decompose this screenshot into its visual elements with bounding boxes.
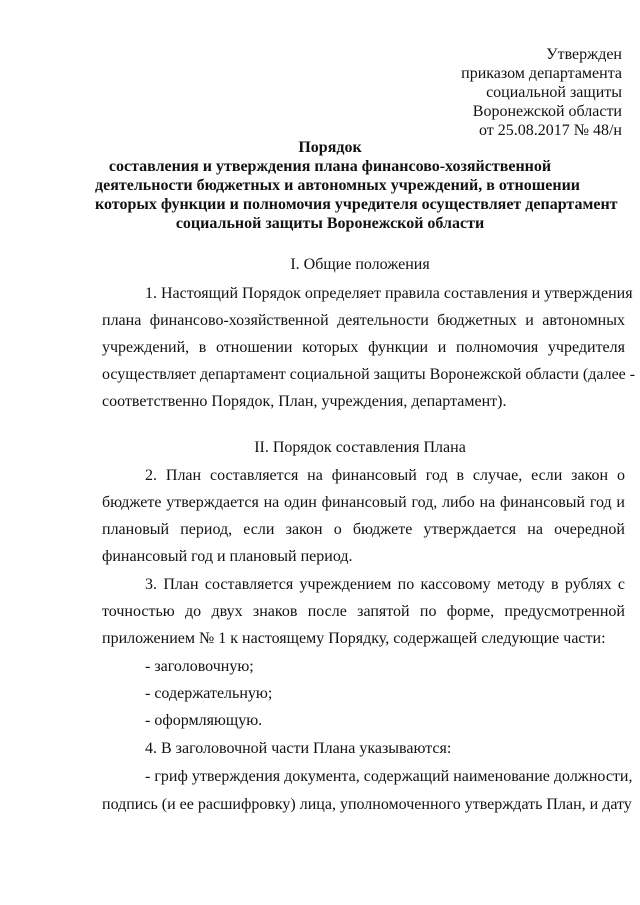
list-item: - содержательную; [145, 685, 273, 702]
approval-line: социальной защиты [486, 84, 622, 101]
section-heading-general: I. Общие положения [290, 256, 430, 273]
title-line: Порядок [298, 139, 362, 156]
paragraph-line: 2. План составляется на финансовый год в случае, если закон о [145, 467, 625, 484]
approval-line: Утвержден [546, 46, 622, 63]
title-line: деятельности бюджетных и автономных учреждений, в отношении [95, 177, 580, 194]
title-line: которых функции и полномочия учредителя осуществляет департамент [95, 196, 618, 213]
approval-stamp [461, 45, 622, 140]
title-line: социальной защиты Воронежской области [175, 215, 485, 232]
paragraph-line: 4. В заголовочной части Плана указываются: [145, 740, 452, 757]
approval-line: Воронежской области [472, 103, 622, 120]
paragraph-line: 3. План составляется учреждением по кассовому методу в рублях с [145, 576, 625, 593]
paragraph-line: - гриф утверждения документа, содержащий наименование должности, [145, 768, 633, 785]
paragraph-line: соответственно Порядок, План, учреждения, департамент). [102, 393, 507, 410]
paragraph-line: учреждений, в отношении которых функции и полномочия учредителя [102, 339, 625, 356]
paragraph-line: точностью до двух знаков после запятой по форме, предусмотренной [102, 603, 625, 620]
paragraph-line: плановый период, если закон о бюджете утверждается на очередной [102, 521, 625, 538]
approval-line: приказом департамента [461, 65, 622, 82]
paragraph-line: подпись (и ее расшифровку) лица, уполномоченного утверждать План, и дату [102, 796, 632, 813]
paragraph-line: плана финансово-хозяйственной деятельности бюджетных и автономных [102, 312, 625, 329]
paragraph-line: 1. Настоящий Порядок определяет правила составления и утверждения [145, 285, 633, 302]
list-item: - заголовочную; [145, 658, 254, 675]
document-title [95, 138, 618, 233]
paragraph-line: бюджете утверждается на один финансовый год, либо на финансовый год и [102, 494, 625, 511]
section-heading-plan: II. Порядок составления Плана [254, 439, 466, 456]
paragraph-line: приложением № 1 к настоящему Порядку, содержащей следующие части: [102, 630, 606, 647]
paragraph-line: финансовый год и плановый период. [102, 548, 353, 565]
title-line: составления и утверждения плана финансово-хозяйственной [108, 158, 552, 175]
paragraph-line: осуществляет департамент социальной защиты Воронежской области (далее - [102, 366, 636, 383]
list-item: - оформляющую. [145, 712, 263, 729]
approval-line: от 25.08.2017 № 48/н [478, 122, 622, 139]
